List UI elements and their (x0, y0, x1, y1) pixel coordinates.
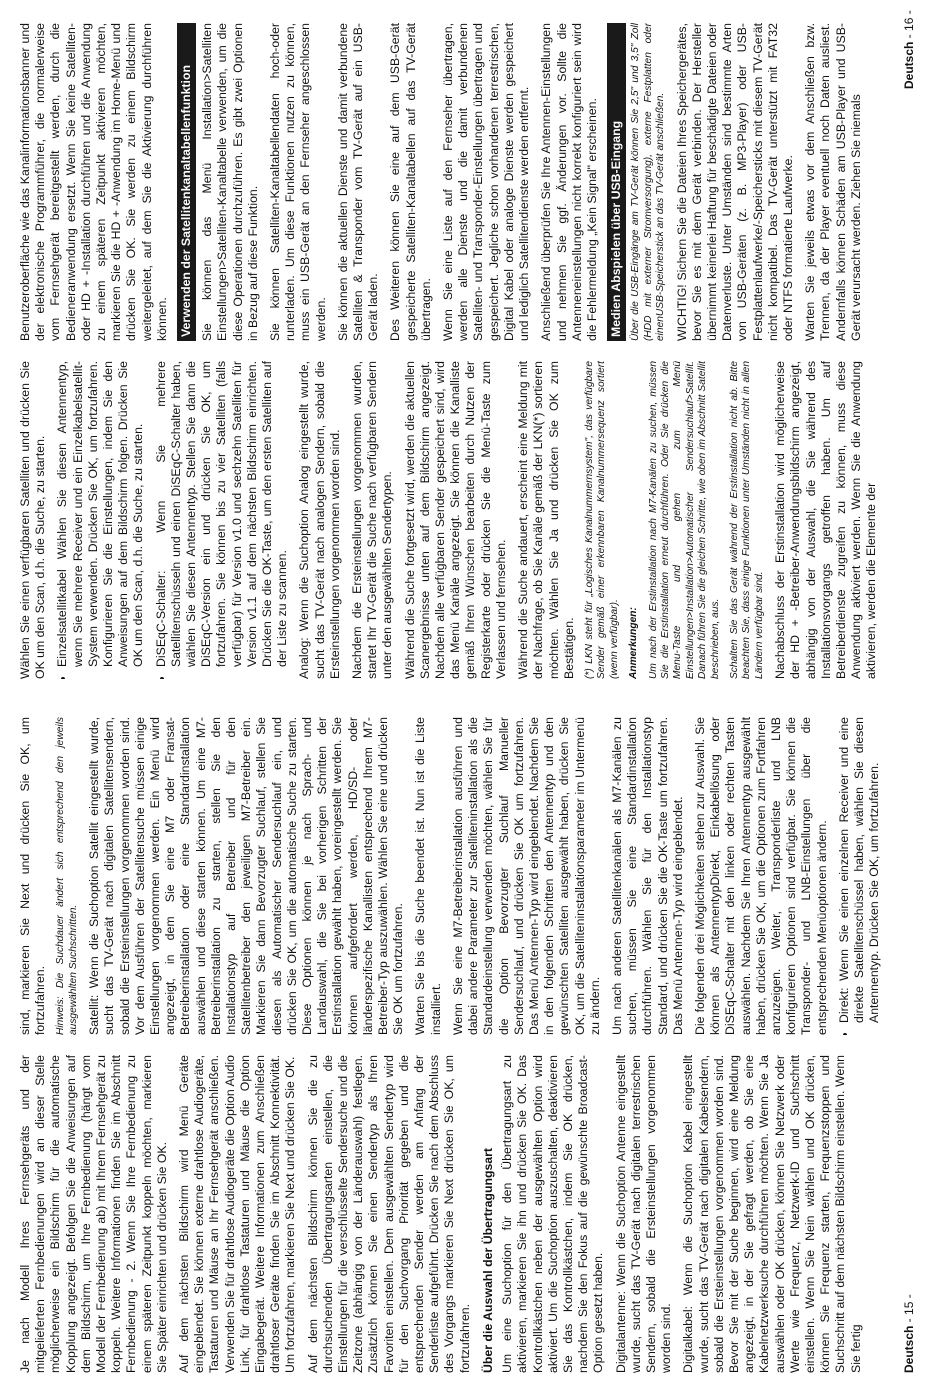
paragraph-continue: sind, markieren Sie Next und drücken Sie OK, um fortzufahren. (18, 717, 48, 1035)
list-item-unicable: • Einzelsatellitkabel Wählen Sie diesen Antennentyp, wenn Sie mehrere Receiver und ein Einzelkabelsatellit-System verwenden. Drücken Sie OK, um fortzufahren. Konfigurieren Sie die Einstellungen, indem Sie den Anweisungen auf dem Bildschirm folgen. Drücken Sie OK um den Scan, d.h. die Suche, zu starten. (55, 361, 146, 667)
paragraph-broadcast-type: Um eine Suchoption für den Übertragungsart zu aktivieren, markieren Sie ihn und drücken Sie OK. Das Kontrollkästchen neben der ausgewählten Option wird aktiviert. Um die Suchoption auszuschalten, deaktivieren Sie das Kontrollkästchen, indem Sie OK drücken, nachdem Sie den Fokus auf die gewünschte Broadcast-Option gesetzt haben. (500, 1055, 606, 1373)
paragraph-broadcast-settings: Auf dem nächsten Bildschirm können Sie die zu durchsuchenden Übertragungsarten einstellen, die Einstellungen für die verschlüsselte Sendersuche und die Zeitzone (abhängig von der Länderauswahl) festlegen. Zusätzlich können Sie einen Sendertyp als Ihren Favoriten einstellen. Dem ausgewählten Sendertyp wird für den Suchvorgang Priorität gegeben und die entsprechenden Sender werden am Anfang der Senderliste aufgeführt. Drücken Sie nach dem Abschluss des Vorgangs markieren Sie Next drücken Sie OK, um fortzufahren. (305, 1055, 472, 1373)
paragraph-wait-connect: Warten Sie jeweils etwas vor dem Anschließen bzw. Trennen, da der Player eventuell noch Daten ausliest. Andernfalls können Schäden am USB-Player und USB-Gerät verursacht werden. Ziehen Sie niemals (803, 23, 863, 341)
note-lcn: (*) LKN steht für „Logisches Kanalnummernsystem", das verfügbare Sender gemäß einer erkennbaren Kanalnummersequenz sortiert (wenn verfügbar). (583, 361, 620, 679)
note-power-off: Schalten Sie das Gerät während der Erstinstallation nicht ab. Bitte beachten Sie, dass einige Funktionen unter Umständen nicht in allen Ländern verfügbar sind. (728, 361, 765, 679)
paragraph-transfer-details: Wenn Sie eine Liste auf den Fernseher übertragen, werden alle Dienste und die damit verbundenen Satelliten- und Transponder-Einstellungen übertragen und gespeichert. Jegliche schon vorhandenen terrestrischen, Digital Kabel oder analoge Dienste werden gespeichert und lediglich Satellitendienste werden entfernt. (441, 23, 532, 341)
list-item-direct: • Direkt: Wenn Sie einen einzelnen Receiver und eine direkte Satellitenschüssel haben, wählen Sie diesen Antennentyp. Drücken Sie OK, um fortzufahren. (837, 717, 883, 1023)
note-usb-inputs: Über die USB-Eingänge am TV-Gerät können Sie 2,5" und 3,5" Zoll (HDD mit externer Stromversorgung), externe Festplatten oder einenUSB-Speicherstick an das TV-Gerät anschließen. (630, 23, 667, 341)
footer-page-16 (902, 10, 916, 89)
antenna-type-list-continued (55, 361, 290, 679)
paragraph-analog: Analog: Wenn die Suchoption Analog eingestellt wurde, sucht das TV-Gerät nach analogen Sendern, sobald die Ersteinstellungen vorgenommen worden sind. (297, 361, 342, 679)
footer-page-number: - 16 - (902, 10, 916, 39)
paragraph-transfer-to-tv: Des Weiteren können Sie eine auf dem USB-Gerät gespeicherte Satelliten-Kanaltabellen auf das TV-Gerät übertragen. (388, 23, 433, 341)
page-15-column-2 (18, 717, 908, 1035)
heading-usb-media: Medien Abspielen über USB-Eingang (607, 23, 626, 341)
paragraph-check-antenna: Anschließend überprüfen Sie Ihre Antennen-Einstellungen und nehmen Sie ggf. Änderungen vor. Sollte die Antenneneinstellungen nicht korrekt konfiguriert sein wird die Fehlermeldung „Kein Signal" erscheinen. (539, 23, 599, 341)
footer-language: Deutsch (902, 1325, 916, 1373)
page-16-column-1 (18, 361, 908, 679)
paragraph-search-progress: Während die Suche fortgesetzt wird, werden die aktuellen Scanergebnisse unten auf dem Bildschirm angezeigt. Nachdem alle verfügbaren Sender gespeichert sind, wird das Menü Kanäle angezeigt. Sie können die Kanalliste gemäß Ihren Wünschen bearbeiten durch Nutzen der Registerkarte oder drücken Sie die Menü-Taste zum Verlassen und fernsehen. (402, 361, 508, 679)
paragraph-lcn-prompt: Während die Suche andauert, erscheint eine Meldung mit der Nachfrage, ob Sie Kanäle gemäß der LKN(*) sortieren möchten. Wählen Sie Ja und drücken Sie OK zum Bestätigen. (516, 361, 576, 679)
page-16 (18, 19, 923, 679)
paragraph-operator-app: Benutzeroberfläche wie das Kanalinformationsbanner und der elektronische Programmführer, die normalerweise vom Fernsehgerät bereitgestellt werden, durch die Bedieneranwendung ersetzt. Wenn Sie keine Satelliten- oder HD + -Installation durchführen und die Anwendung zu einem späteren Zeitpunkt aktivieren möchten, markieren Sie die HD + -Anwendung im Home-Menü und drücken Sie OK. Sie werden zu einem Bildschirm weitergeleitet, auf dem Sie die Aktivierung durchführen können. (18, 23, 169, 341)
antenna-type-list (837, 717, 883, 1035)
paragraph-antenna-types: Die folgenden drei Möglichkeiten stehen zur Auswahl. Sie können als AntennentypDirekt, Einkabellösung oder DiSEqC-Schalter mit den linken oder rechten Tasten auswählen. Nachdem Sie Ihren Antennentyp ausgewählt haben, drücken Sie OK, um die Optionen zum Fortfahren anzuzeigen. Weiter, Transponderliste und LNB konfigurieren Optionen sind verfügbar. Sie können die Transponder- und LNB-Einstellungen über die entsprechenden Menüoptionen ändern. (692, 717, 829, 1035)
page-15-column-1 (18, 1055, 908, 1373)
footer-page-number: - 15 - (902, 1294, 916, 1323)
paragraph-m7-manual: Wenn Sie eine M7-Betreiberinstallation ausführen und dabei andere Parameter zur Satelliteninstallation als die Standardeinstellung verwenden möchten, wählen Sie für die Option Bevorzugter Suchlauf Manueller Sendersuchlauf, und drücken Sie OK um fortzufahren. Das Menü Antennen-Typ wird eingeblendet. Nachdem Sie in den folgenden Schritten den Antennentyp und den gewünschten Satelliten ausgewählt haben, drücken Sie OK, um die Satelliteninstallationsparameter im Untermenü zu ändern. (450, 717, 602, 1035)
heading-satellite-channel-table: Verwenden der Satellitenkanaltabellenfunktion (177, 23, 196, 341)
note-m7-rescan: Um nach der Erstinstallation nach M7-Kanälen zu suchen, müssen Sie die Erstinstallation erneut durchführen. Oder Sie drücken die Menu-Taste und gehen zum Menü Einstellungen>Installation>Automatischer Sendersuchlauf>Satellit. Danach führen Sie die gleichen Schritte, wie oben im Abschnitt Satellit beschrieben, aus. (647, 361, 721, 679)
paragraph-hdplus: Nachabschluss der Erstinstallation wird möglicherweise der HD + -Betreiber-Anwendungsbildschirm angezeigt, abhängig von der Auswahl, die Sie während des Installationsvorgangs getroffen haben. Um auf Betreiberdienste zugreifen zu können, muss diese Anwendung aktiviert werden. Wenn Sie die Anwendung aktivieren, werden die Elemente der (773, 361, 879, 679)
heading-broadcast-type: Über die Auswahl der Übertragungsart (480, 1147, 495, 1373)
paragraph-load-to-usb: Sie können die aktuellen Dienste und damit verbundene Satelliten & Transponder vom TV-Gerät auf ein USB-Gerät laden. (335, 23, 381, 341)
paragraph-satellite: Satellit: Wenn die Suchoption Satellit eingestellt wurde, sucht das TV-Gerät nach digitalen Satellitensendern, sobald die Ersteinstellungen vorgenommen worden sind. Vor dem Ausführen der Satellitensuche müssen einige Einstellungen vorgenommen werden. Ein Menü wird angezeigt, in dem Sie eine M7 oder Fransat-Betreiberinstallation oder eine Standardinstallation auswählen und diese starten können. Um eine M7-Betreiberinstallation zu starten, stellen Sie den Installationstyp auf Betreiber und für den Satellitenbetreiber den jeweiligen M7-Betreiber ein. Markieren Sie dann Bevorzugter Suchlauf, stellen Sie diesen als Automatischer Sendersuchlauf ein, und drücken Sie OK, um die automatische Suche zu starten. Diese Optionen können je nach Sprach- und Landauswahl, die Sie bei vorherigen Schritten der Erstinstallation gewählt haben, voreingestellt werden. Sie können aufgefordert werden, HD/SD- oder länderspezifische Kanallisten entsprechend Ihrem M7-Betreiber-Typ auszuwählen. Wählen Sie eine und drücken Sie OK um fortzufahren. (87, 717, 406, 1035)
paragraph-devices-menu: Auf dem nächsten Bildschirm wird Menü Geräte eingeblendet. Sie können externe drahtlose Audiogeräte, Tastaturen und Mäuse an Ihr Fernsehgerät anschließen. Verwenden Sie für drahtlose Audiogeräte die Option Audio Link, für drahtlose Tastaturen und Mäuse die Option Eingabegerät. Weitere Informationen zum Anschließen drahtloser Geräte finden Sie im Abschnitt Konnektivität. Um fortzufahren, markieren Sie Next und drücken Sie OK. (177, 1055, 298, 1373)
paragraph-upload-download: Sie können Satelliten-Kanaltabellendaten hoch-oder runterladen. Um diese Funktionen nutzen zu können, muss ein USB-Gerät an den Fernseher angeschlossen werden. (268, 23, 328, 341)
paragraph-search-start: Nachdem die Ersteinstellungen vorgenommen wurden, startet Ihr TV-Gerät die Suche nach verfügbaren Sendern unter den ausgewählten Sendertypen. (350, 361, 395, 679)
paragraph-wait-search: Warten Sie bis die Suche beendet ist. Nun ist die Liste installiert. (413, 717, 443, 1035)
paragraph-digital-cable: Digitalkabel: Wenn die Suchoption Kabel eingestellt wurde, sucht das TV-Gerät nach digitalen Kabelsendern, sobald die Ersteinstellungen vorgenommen worden sind. Bevor Sie mit der Suche beginnen, wird eine Meldung angezeigt, in der Sie gefragt werden, ob Sie eine Kabelnetzwerksuche durchführen möchten. Wenn Sie Ja auswählen oder OK drücken, können Sie Netzwerk oder Werte wie Frequenz, Netzwerk-ID und Suchschritt einstellen. Wenn Sie Nein wählen und OK drücken, können Sie Frequenz starten, Frequenzstoppen und Suchschritt auf dem nächsten Bildschirm einstellen. Wenn Sie fertig (681, 1055, 863, 1373)
paragraph-standard-install: Um nach anderen Satellitenkanälen als M7-Kanälen zu suchen, müssen Sie eine Standardinstallation durchführen. Wählen Sie für den Installationstyp Standard, und drücken Sie die OK-Taste um fortzufahren. Das Menü Antennen-Typ wird eingeblendet. (609, 717, 685, 1035)
footer-language: Deutsch (902, 41, 916, 89)
paragraph-digital-antenna: Digitalantenne: Wenn die Suchoption Antenne eingestellt wurde, sucht das TV-Gerät nach digitalen terrestrischen Sendern, sobald die Ersteinstellungen vorgenommen worden sind. (613, 1055, 674, 1373)
paragraph-remote-pairing: Je nach Modell Ihres Fernsehgeräts und der mitgelieferten Fernbedienungen wird an dieser Stelle möglicherweise ein Bildschirm für die automatische Kopplung angezeigt. Befolgen Sie die Anweisungen auf dem Bildschirm, um Ihre Fernbedienung (hängt vom Modell der Fernbedienung ab) mit Ihrem Fernsehgerät zu koppeln. Weitere Informationen finden Sie im Abschnitt Fernbedienung - 2. Wenn Sie Ihre Fernbedienung zu einem späteren Zeitpunkt koppeln möchten, markieren Sie Später einrichten und drücken Sie OK. (18, 1055, 169, 1373)
paragraph-channel-table-menu: Sie können das Menü Installation>Satelliten Einstellungen>Satelliten-Kanaltabelle verwenden, um die diese Operationen durchzuführen. Es gibt zwei Optionen in Bezug auf diese Funktion. (200, 23, 260, 341)
list-item-diseqc: • DiSEqC-Schalter: Wenn Sie mehrere Satellitenschüsseln und einen DiSEqC-Schalter haben, wählen Sie diesen Antennentyp. Stellen Sie dann die DiSEqC-Version ein und drücken Sie OK, um fortzufahren. Sie können bis zu vier Satelliten (falls verfügbar) für Version v1.0 und sechzehn Satelliten für Version v1.1 auf dem nächsten Bildschirm einrichten. Drücken Sie die OK-Taste, um den ersten Satelliten auf der Liste zu scannen. (154, 361, 291, 667)
notes-heading: Anmerkungen: (628, 607, 640, 679)
paragraph-select-satellite: Wählen Sie einen verfügbaren Satelliten und drücken Sie OK um den Scan, d.h. die Suche, zu starten. (18, 361, 48, 679)
footer-page-15 (902, 1294, 916, 1373)
page-16-column-2 (18, 23, 908, 341)
paragraph-important-backup: WICHTIG! Sichern Sie die Dateien Ihres Speichergerätes, bevor Sie es mit dem Gerät verbinden. Der Hersteller übernimmt keinerlei Haftung für beschädigte Dateien oder Datenverluste. Unter Umständen sind bestimmte Arten von USB-Geräten (z. B. MP3-Player) oder USB-Festplattenlaufwerke/-Speichersticks mit diesem TV-Gerät nicht kompatibel. Das TV-Gerät unterstützt mit FAT32 oder NTFS formatierte Laufwerke. (674, 23, 795, 341)
note-search-duration: Hinweis: Die Suchdauer ändert sich entsprechend den jeweils ausgewählten Suchschritten. (55, 717, 79, 1035)
page-15 (18, 713, 923, 1373)
